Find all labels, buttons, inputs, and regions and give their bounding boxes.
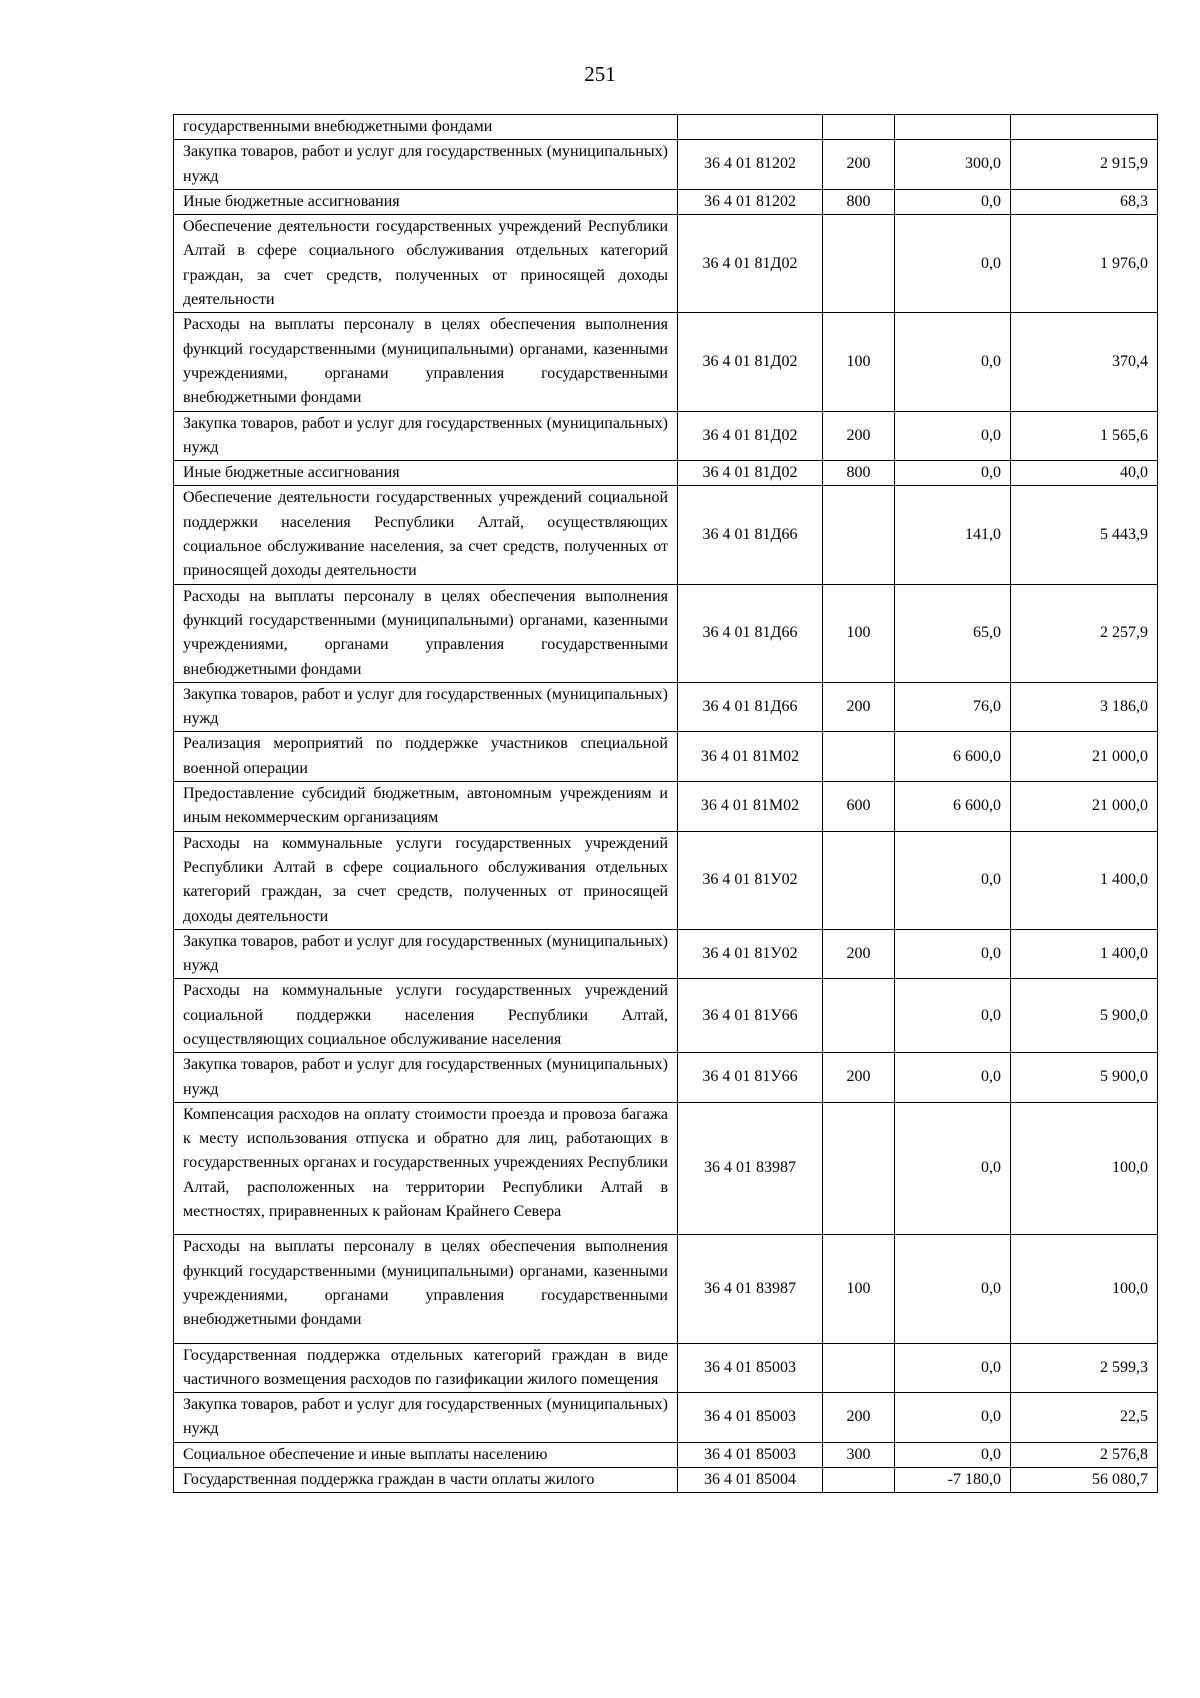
table-row — [174, 189, 1158, 214]
table-row — [174, 461, 1158, 486]
table-row — [174, 1102, 1158, 1234]
cell-expense-type — [823, 115, 895, 140]
cell-target-code: 36 4 01 81Д02 — [678, 313, 823, 411]
cell-total-amount — [1011, 115, 1158, 140]
cell-change-amount: 141,0 — [895, 486, 1011, 584]
cell-target-code: 36 4 01 83987 — [678, 1102, 823, 1234]
table-row — [174, 486, 1158, 584]
cell-target-code: 36 4 01 85003 — [678, 1343, 823, 1393]
cell-description: государственными внебюджетными фондами — [174, 115, 678, 140]
cell-description: Расходы на выплаты персоналу в целях обеспечения выполнения функций государственными (муниципальными) органами, казенными учреждениями, органами управления государственными внебюджетными фондами — [174, 584, 678, 682]
cell-change-amount: 0,0 — [895, 1442, 1011, 1467]
cell-expense-type — [823, 215, 895, 313]
cell-description: Расходы на коммунальные услуги государственных учреждений Республики Алтай в сфере социального обслуживания отдельных категорий граждан, за счет средств, полученных от приносящей доходы деятельности — [174, 831, 678, 929]
table-row — [174, 782, 1158, 832]
cell-description: Закупка товаров, работ и услуг для государственных (муниципальных) нужд — [174, 1393, 678, 1443]
cell-description: Государственная поддержка отдельных категорий граждан в виде частичного возмещения расходов по газификации жилого помещения — [174, 1343, 678, 1393]
cell-expense-type: 200 — [823, 1053, 895, 1103]
cell-total-amount: 1 976,0 — [1011, 215, 1158, 313]
cell-target-code: 36 4 01 81Д02 — [678, 411, 823, 461]
table-row — [174, 411, 1158, 461]
cell-change-amount: -7 180,0 — [895, 1468, 1011, 1493]
cell-change-amount: 0,0 — [895, 1053, 1011, 1103]
cell-change-amount: 0,0 — [895, 1102, 1011, 1234]
cell-total-amount: 2 257,9 — [1011, 584, 1158, 682]
cell-total-amount: 68,3 — [1011, 189, 1158, 214]
table-row — [174, 140, 1158, 190]
cell-expense-type: 300 — [823, 1442, 895, 1467]
cell-change-amount: 0,0 — [895, 215, 1011, 313]
cell-total-amount: 1 400,0 — [1011, 929, 1158, 979]
cell-total-amount: 5 900,0 — [1011, 979, 1158, 1053]
table-row — [174, 1053, 1158, 1103]
cell-target-code: 36 4 01 81М02 — [678, 732, 823, 782]
cell-description: Расходы на коммунальные услуги государственных учреждений социальной поддержки населения Республики Алтай, осуществляющих социальное обслуживание населения — [174, 979, 678, 1053]
cell-description: Реализация мероприятий по поддержке участников специальной военной операции — [174, 732, 678, 782]
cell-description: Обеспечение деятельности государственных учреждений Республики Алтай в сфере социального обслуживания отдельных категорий граждан, за счет средств, полученных от приносящей доходы деятельности — [174, 215, 678, 313]
cell-total-amount: 1 565,6 — [1011, 411, 1158, 461]
table-row — [174, 584, 1158, 682]
cell-expense-type — [823, 1102, 895, 1234]
table-row — [174, 313, 1158, 411]
cell-change-amount: 6 600,0 — [895, 782, 1011, 832]
cell-total-amount: 2 599,3 — [1011, 1343, 1158, 1393]
table-row — [174, 979, 1158, 1053]
cell-target-code: 36 4 01 81М02 — [678, 782, 823, 832]
cell-description: Обеспечение деятельности государственных учреждений социальной поддержки населения Республики Алтай, осуществляющих социальное обслуживание населения, за счет средств, полученных от приносящей доходы деятельности — [174, 486, 678, 584]
cell-expense-type: 200 — [823, 1393, 895, 1443]
cell-change-amount: 300,0 — [895, 140, 1011, 190]
cell-target-code: 36 4 01 81У66 — [678, 1053, 823, 1103]
cell-target-code: 36 4 01 81Д66 — [678, 682, 823, 732]
cell-total-amount: 21 000,0 — [1011, 732, 1158, 782]
cell-expense-type: 100 — [823, 1235, 895, 1343]
cell-expense-type: 200 — [823, 682, 895, 732]
cell-expense-type: 100 — [823, 313, 895, 411]
cell-target-code: 36 4 01 83987 — [678, 1235, 823, 1343]
cell-description: Компенсация расходов на оплату стоимости проезда и провоза багажа к месту использования отпуска и обратно для лиц, работающих в государственных органах и государственных учреждениях Республики Алтай, расположенных на территории Республики Алтай в местностях, приравненных к районам Крайнего Севера — [174, 1102, 678, 1234]
cell-description: Расходы на выплаты персоналу в целях обеспечения выполнения функций государственными (муниципальными) органами, казенными учреждениями, органами управления государственными внебюджетными фондами — [174, 313, 678, 411]
cell-total-amount: 2 915,9 — [1011, 140, 1158, 190]
cell-change-amount: 0,0 — [895, 1393, 1011, 1443]
cell-target-code: 36 4 01 85003 — [678, 1393, 823, 1443]
cell-target-code: 36 4 01 85004 — [678, 1468, 823, 1493]
cell-target-code: 36 4 01 81202 — [678, 140, 823, 190]
cell-description: Иные бюджетные ассигнования — [174, 461, 678, 486]
table-row — [174, 1393, 1158, 1443]
cell-change-amount: 0,0 — [895, 313, 1011, 411]
cell-target-code: 36 4 01 81Д66 — [678, 486, 823, 584]
cell-description: Закупка товаров, работ и услуг для государственных (муниципальных) нужд — [174, 140, 678, 190]
table-row — [174, 1468, 1158, 1493]
cell-total-amount: 1 400,0 — [1011, 831, 1158, 929]
cell-change-amount: 0,0 — [895, 1235, 1011, 1343]
cell-total-amount: 5 443,9 — [1011, 486, 1158, 584]
table-row — [174, 682, 1158, 732]
cell-total-amount: 100,0 — [1011, 1102, 1158, 1234]
cell-change-amount: 76,0 — [895, 682, 1011, 732]
cell-total-amount: 3 186,0 — [1011, 682, 1158, 732]
page-number: 251 — [584, 62, 616, 86]
cell-target-code: 36 4 01 81У02 — [678, 831, 823, 929]
cell-description: Закупка товаров, работ и услуг для государственных (муниципальных) нужд — [174, 411, 678, 461]
cell-change-amount: 0,0 — [895, 461, 1011, 486]
cell-total-amount: 22,5 — [1011, 1393, 1158, 1443]
cell-expense-type — [823, 486, 895, 584]
table-row — [174, 215, 1158, 313]
cell-change-amount: 6 600,0 — [895, 732, 1011, 782]
cell-expense-type — [823, 979, 895, 1053]
cell-expense-type — [823, 732, 895, 782]
cell-expense-type: 100 — [823, 584, 895, 682]
cell-description: Закупка товаров, работ и услуг для государственных (муниципальных) нужд — [174, 929, 678, 979]
cell-expense-type: 600 — [823, 782, 895, 832]
cell-expense-type — [823, 1343, 895, 1393]
cell-change-amount: 0,0 — [895, 979, 1011, 1053]
cell-description: Иные бюджетные ассигнования — [174, 189, 678, 214]
cell-expense-type: 800 — [823, 461, 895, 486]
cell-expense-type: 200 — [823, 140, 895, 190]
cell-total-amount: 40,0 — [1011, 461, 1158, 486]
table-row — [174, 1235, 1158, 1343]
cell-total-amount: 2 576,8 — [1011, 1442, 1158, 1467]
table-row — [174, 732, 1158, 782]
cell-total-amount: 56 080,7 — [1011, 1468, 1158, 1493]
cell-total-amount: 370,4 — [1011, 313, 1158, 411]
cell-target-code: 36 4 01 85003 — [678, 1442, 823, 1467]
cell-change-amount: 65,0 — [895, 584, 1011, 682]
cell-expense-type: 200 — [823, 929, 895, 979]
cell-expense-type: 800 — [823, 189, 895, 214]
table-row — [174, 115, 1158, 140]
cell-target-code: 36 4 01 81Д02 — [678, 215, 823, 313]
cell-change-amount: 0,0 — [895, 411, 1011, 461]
cell-description: Социальное обеспечение и иные выплаты населению — [174, 1442, 678, 1467]
table-row — [174, 1343, 1158, 1393]
cell-change-amount: 0,0 — [895, 831, 1011, 929]
cell-change-amount: 0,0 — [895, 189, 1011, 214]
cell-expense-type — [823, 831, 895, 929]
table-row — [174, 831, 1158, 929]
cell-description: Государственная поддержка граждан в части оплаты жилого — [174, 1468, 678, 1493]
cell-target-code — [678, 115, 823, 140]
cell-target-code: 36 4 01 81Д66 — [678, 584, 823, 682]
cell-target-code: 36 4 01 81У02 — [678, 929, 823, 979]
cell-change-amount — [895, 115, 1011, 140]
cell-change-amount: 0,0 — [895, 929, 1011, 979]
cell-description: Предоставление субсидий бюджетным, автономным учреждениям и иным некоммерческим организациям — [174, 782, 678, 832]
cell-expense-type — [823, 1468, 895, 1493]
table-row — [174, 1442, 1158, 1467]
cell-change-amount: 0,0 — [895, 1343, 1011, 1393]
cell-description: Расходы на выплаты персоналу в целях обеспечения выполнения функций государственными (муниципальными) органами, казенными учреждениями, органами управления государственными внебюджетными фондами — [174, 1235, 678, 1343]
cell-target-code: 36 4 01 81У66 — [678, 979, 823, 1053]
cell-total-amount: 21 000,0 — [1011, 782, 1158, 832]
cell-target-code: 36 4 01 81Д02 — [678, 461, 823, 486]
budget-table — [173, 114, 1158, 1493]
cell-total-amount: 100,0 — [1011, 1235, 1158, 1343]
table-row — [174, 929, 1158, 979]
cell-description: Закупка товаров, работ и услуг для государственных (муниципальных) нужд — [174, 1053, 678, 1103]
cell-total-amount: 5 900,0 — [1011, 1053, 1158, 1103]
cell-description: Закупка товаров, работ и услуг для государственных (муниципальных) нужд — [174, 682, 678, 732]
cell-target-code: 36 4 01 81202 — [678, 189, 823, 214]
cell-expense-type: 200 — [823, 411, 895, 461]
